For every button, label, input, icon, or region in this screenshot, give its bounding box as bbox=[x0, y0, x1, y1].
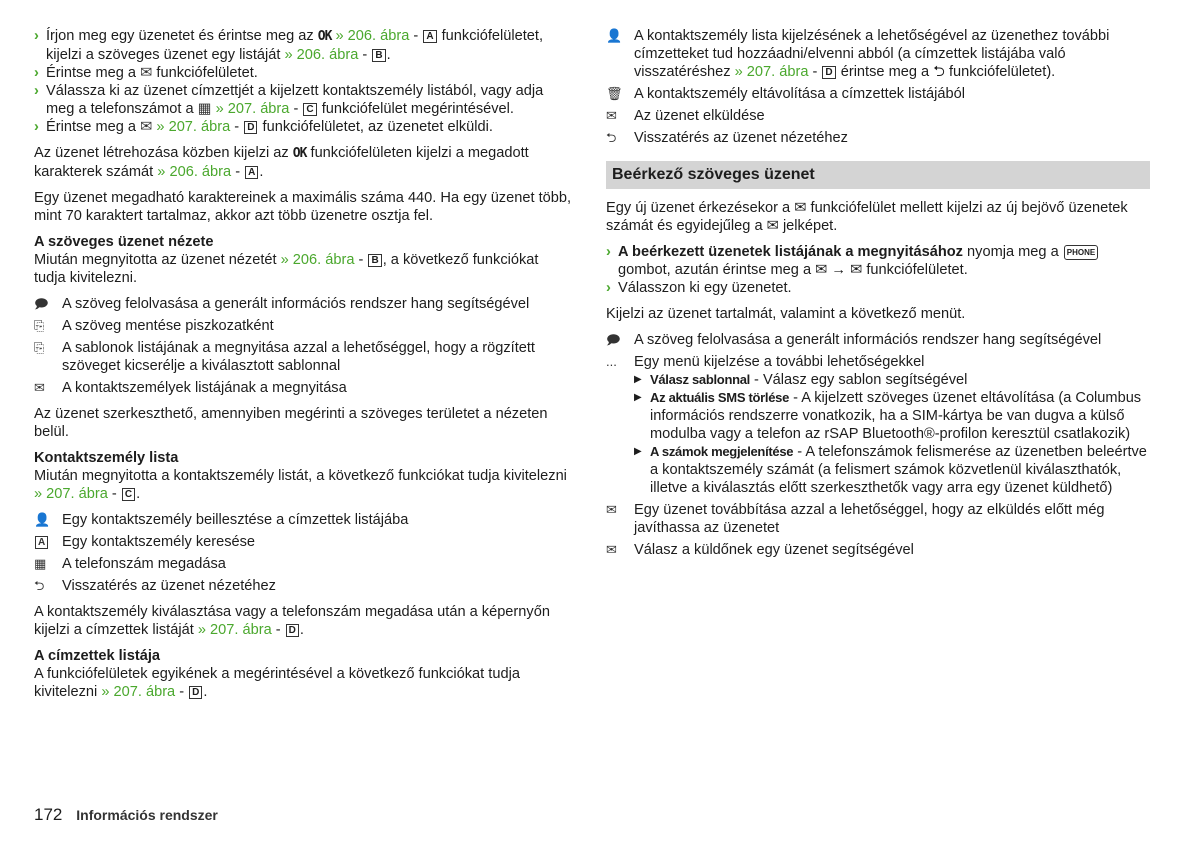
list-item: ✉ A kontaktszemélyek listájának a megnyitása bbox=[34, 380, 347, 396]
left-column bbox=[34, 27, 574, 701]
more-icon: ... bbox=[606, 354, 617, 369]
list-item: ⮌ Visszatérés az üzenet nézetéhez bbox=[606, 130, 848, 146]
menu-list bbox=[606, 331, 1150, 559]
list-item: ✉ Egy üzenet továbbítása azzal a lehetőséggel, hogy az elküldés előtt még javíthassa az üzenetet bbox=[606, 502, 1105, 536]
list-item: A Egy kontaktszemély keresése bbox=[34, 533, 574, 551]
sub-item: ▶ Válasz sablonnal - Válasz egy sablon segítségével bbox=[634, 372, 968, 388]
right-column bbox=[606, 27, 1150, 563]
back-arrow-icon: ⮌ bbox=[933, 64, 945, 80]
paragraph-show-content: Kijelzi az üzenet tartalmát, valamint a következő menüt. bbox=[606, 306, 966, 322]
keypad-icon: ▦ bbox=[197, 101, 212, 117]
label-box: B bbox=[368, 254, 381, 267]
paragraph-max-chars: Egy üzenet megadható karaktereinek a maximális száma 440. Ha egy üzenet több, mint 70 karaktert tartalmaz, akkor azt több üzenetre osztja fel. bbox=[34, 190, 572, 224]
triangle-icon: ▶ bbox=[634, 446, 642, 457]
page-number: 172 bbox=[34, 805, 63, 824]
arrow-icon: › bbox=[34, 65, 39, 81]
list-item: ▦ A telefonszám megadása bbox=[34, 556, 226, 572]
label-box: D bbox=[822, 66, 835, 79]
paragraph-contact-list: Miután megnyitotta a kontaktszemély listát, a következő funkciókat tudja kivitelezni » 207. ábra - C . bbox=[34, 468, 567, 502]
arrow-icon: › bbox=[606, 280, 611, 296]
label-box: C bbox=[303, 103, 316, 116]
list-item: ⎘ A szöveg mentése piszkozatként bbox=[34, 318, 274, 334]
send-icon: ✉ bbox=[606, 108, 617, 123]
contacts-message-icon: ✉ bbox=[140, 65, 153, 81]
triangle-icon: ▶ bbox=[634, 392, 642, 403]
recipient-function-list bbox=[606, 27, 1150, 147]
envelope-icon: ✉ bbox=[766, 218, 779, 234]
figure-link[interactable]: » 207. ábra bbox=[34, 486, 108, 502]
list-item: ⎘ A sablonok listájának a megnyitása azzal a lehetőséggel, hogy a rögzített szöveget kicserélje a kiválasztott sablonnal bbox=[34, 340, 535, 374]
templates-icon: ⎘ bbox=[34, 340, 45, 355]
sub-item: ▶ A számok megjelenítése - A telefonszámok felismerése az üzenetben beleértve a kontaktszemély számát (a felismert számok közvetlenül kiválaszthatók, illetve a kiválasztás előtt szerkeszthetők vagy arra egy üzenet küldhető) bbox=[634, 444, 1147, 496]
label-box: C bbox=[122, 488, 135, 501]
list-item: ✉ Válasz a küldőnek egy üzenet segítségével bbox=[606, 542, 914, 558]
forward-message-icon: ✉ bbox=[606, 502, 617, 517]
label-box: B bbox=[372, 49, 385, 62]
back-arrow-icon: ⮌ bbox=[606, 130, 617, 145]
triangle-icon: ▶ bbox=[634, 374, 642, 385]
contacts-icon: ✉ bbox=[34, 380, 45, 395]
trash-icon: 🗑 bbox=[606, 86, 623, 101]
list-item: ✉ Az üzenet elküldése bbox=[606, 108, 765, 124]
figure-link[interactable]: » 207. ábra bbox=[734, 64, 809, 80]
speech-bubble-icon: 🗩 bbox=[606, 332, 621, 347]
keypad-icon: ▦ bbox=[34, 556, 47, 571]
figure-link[interactable]: » 206. ábra bbox=[284, 47, 359, 63]
phone-key: PHONE bbox=[1064, 245, 1098, 260]
figure-link[interactable]: » 207. ábra bbox=[156, 119, 231, 135]
figure-link[interactable]: » 206. ábra bbox=[280, 252, 355, 268]
figure-link[interactable]: » 206. ábra bbox=[157, 164, 232, 180]
heading-contact-list: Kontaktszemély lista bbox=[34, 450, 179, 466]
list-item: 👤 A kontaktszemély lista kijelzésének a lehetőségével az üzenethez további címzetteket tud hozzáadni/elvenni abból (a címzettek listájába való visszatéréshez » 207. ábra - D érintse meg a ⮌ funkciófelületet). bbox=[606, 28, 1110, 80]
save-draft-icon: ⎘ bbox=[34, 318, 45, 333]
step-1: › A beérkezett üzenetek listájának a megnyitásához nyomja meg a PHONE gombot, azután érintse meg a ✉ → ✉ funkciófelületet. bbox=[606, 243, 1150, 279]
steps-list-2 bbox=[606, 243, 1150, 297]
list-item: 🗩 A szöveg felolvasása a generált információs rendszer hang segítségével bbox=[606, 332, 1102, 348]
arrow-icon: › bbox=[606, 244, 611, 260]
step-4: › Érintse meg a ✉ » 207. ábra - D funkciófelületet, az üzenetet elküldi. bbox=[34, 119, 493, 135]
list-item: 🗩 A szöveg felolvasása a generált információs rendszer hang segítségével bbox=[34, 296, 530, 312]
step-2: › Válasszon ki egy üzenetet. bbox=[606, 280, 792, 296]
envelope-arrow-icon: ✉ → ✉ bbox=[815, 262, 863, 278]
paragraph-incoming: Egy új üzenet érkezésekor a ✉ funkciófelület mellett kijelzi az új bejövő üzenetek számát és egyidejűleg a ✉ jelképet. bbox=[606, 200, 1128, 234]
figure-link[interactable]: » 207. ábra bbox=[197, 622, 272, 638]
step-3: › Válassza ki az üzenet címzettjét a kijelzett kontaktszemély listából, vagy adja meg a telefonszámot a ▦ » 207. ábra - C funkciófelület megérintésével. bbox=[34, 83, 544, 117]
step-2: › Érintse meg a ✉ funkciófelületet. bbox=[34, 65, 258, 81]
view-function-list bbox=[34, 295, 574, 397]
chapter-title: Információs rendszer bbox=[76, 807, 218, 823]
figure-link[interactable]: » 206. ábra bbox=[335, 28, 410, 44]
person-add-icon: 👤 bbox=[34, 512, 51, 527]
search-letter-icon: A bbox=[35, 536, 48, 549]
label-box: D bbox=[244, 121, 257, 134]
figure-link[interactable]: » 207. ábra bbox=[215, 101, 290, 117]
list-item: 👤 Egy kontaktszemély beillesztése a címzettek listájába bbox=[34, 512, 409, 528]
paragraph-recipients: A funkciófelületek egyikének a megérintésével a következő funkciókat tudja kivitelezni » 207. ábra - D . bbox=[34, 666, 520, 700]
arrow-icon: › bbox=[34, 119, 39, 135]
label-box: A bbox=[245, 166, 258, 179]
list-item: 🗑 A kontaktszemély eltávolítása a címzettek listájából bbox=[606, 86, 965, 102]
label-box: D bbox=[286, 624, 299, 637]
heading-message-view: A szöveges üzenet nézete bbox=[34, 234, 214, 250]
contact-function-list bbox=[34, 511, 574, 595]
page-footer bbox=[34, 806, 218, 824]
arrow-icon: › bbox=[34, 83, 39, 99]
label-box: D bbox=[189, 686, 202, 699]
section-title: Beérkező szöveges üzenet bbox=[606, 161, 1150, 189]
paragraph-after-selection: A kontaktszemély kiválasztása vagy a telefonszám megadása után a képernyőn kijelzi a címzettek listáját » 207. ábra - D . bbox=[34, 604, 550, 638]
paragraph-editable: Az üzenet szerkeszthető, amennyiben megérinti a szöveges területet a nézeten belül. bbox=[34, 406, 548, 440]
step-1: › Írjon meg egy üzenetet és érintse meg az OK » 206. ábra - A funkciófelületet, kijelzi a szöveges üzenet egy listáját » 206. ábra - B . bbox=[34, 28, 544, 63]
figure-link[interactable]: » 207. ábra bbox=[101, 684, 176, 700]
heading-recipients: A címzettek listája bbox=[34, 648, 160, 664]
arrow-icon: › bbox=[34, 28, 39, 44]
envelope-icon: ✉ bbox=[794, 200, 807, 216]
send-message-icon: ✉ bbox=[140, 119, 153, 135]
steps-list-1 bbox=[34, 27, 574, 136]
reply-message-icon: ✉ bbox=[606, 542, 617, 557]
list-item: ⮌ Visszatérés az üzenet nézetéhez bbox=[34, 578, 276, 594]
paragraph-message-view: Miután megnyitotta az üzenet nézetét » 206. ábra - B , a következő funkciókat tudja kivitelezni. bbox=[34, 252, 539, 286]
person-icon: 👤 bbox=[606, 28, 623, 43]
sub-item: ▶ Az aktuális SMS törlése - A kijelzett szöveges üzenet eltávolítása (a Columbus információs rendszerre vonatkozik, ha a SIM-kártya be van dugva a külső modulba vagy a telefon az rSAP Bluetooth®-profilon keresztül csatlakozik) bbox=[634, 390, 1142, 442]
paragraph-char-count: Az üzenet létrehozása közben kijelzi az OK funkciófelületen kijelzi a megadott karakterek számát » 206. ábra - A . bbox=[34, 145, 529, 180]
speech-bubble-icon: 🗩 bbox=[34, 296, 49, 311]
back-arrow-icon: ⮌ bbox=[34, 578, 45, 593]
label-box: A bbox=[423, 30, 436, 43]
list-item: ... Egy menü kijelzése a további lehetőségekkel ▶ Válasz sablonnal - Válasz egy sablon segítségével ▶ Az aktuális SMS törlése - A kijelzett szöveges üzenet eltávolítása (a Columbus információs rendszerre vonatkozik, ha a SIM-kártya be van dugva a külső modulba vagy a telefon az rSAP Bluetooth®-profilon keresztül csatlakozik) ▶ A számok megjelenítése - A telefonszámok felismerése az üzenetben beleértve a kontaktszemély számát (a felismert számok közvetlenül kiválaszthatók, illetve a kiválasztás előtt szerkeszthetők vagy arra egy üzenet küldhető) bbox=[606, 353, 1150, 497]
